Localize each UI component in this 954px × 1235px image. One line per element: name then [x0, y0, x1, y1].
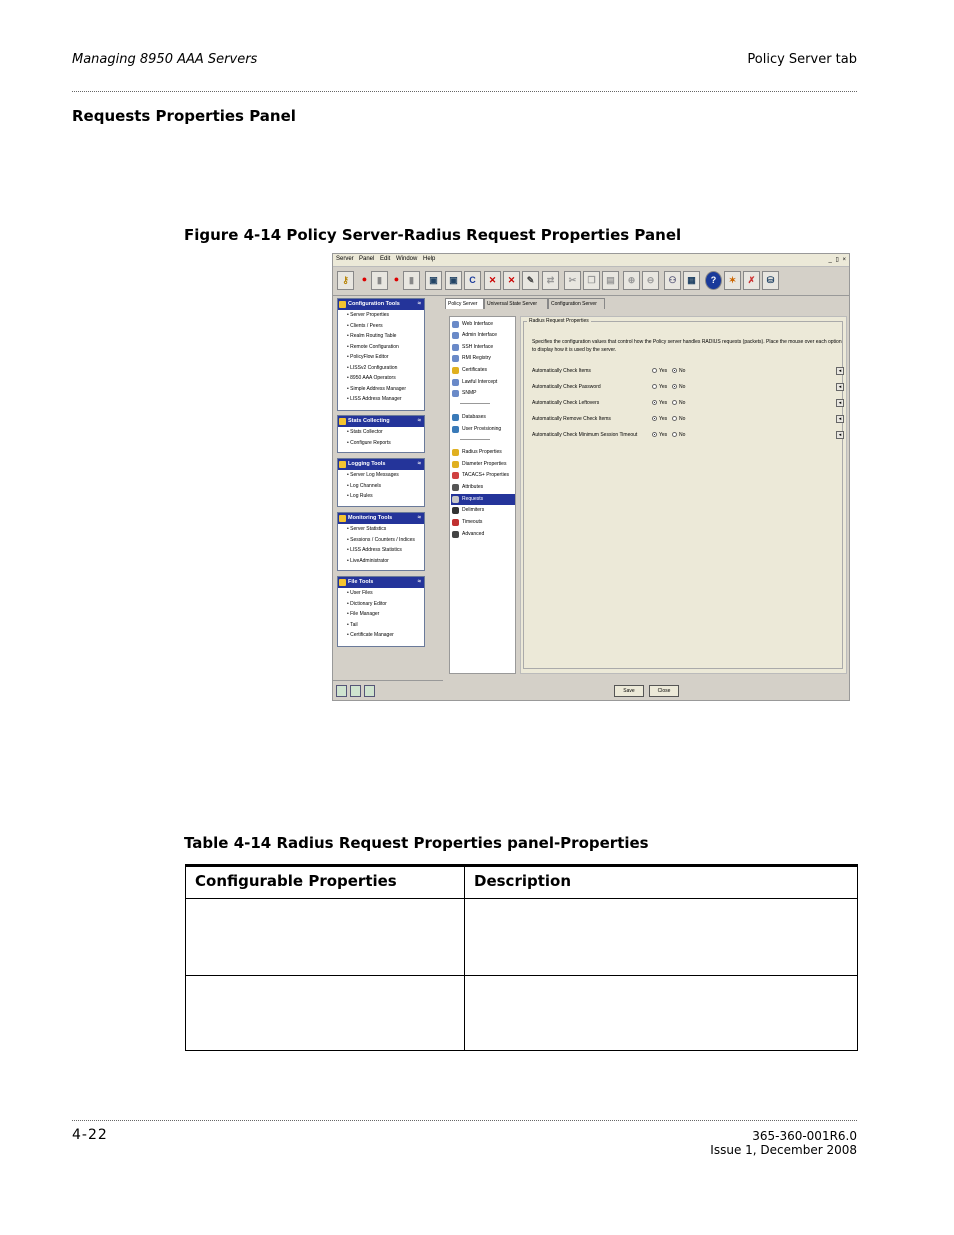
footer-divider [72, 1120, 857, 1121]
group-header[interactable]: Monitoring Tools ≈ [338, 513, 424, 524]
zoom-in-icon[interactable]: ⊕ [623, 271, 640, 290]
table-header-row [186, 867, 857, 899]
web-icon [452, 321, 459, 328]
running-header-section: Policy Server tab [747, 52, 857, 67]
group-configuration-tools [337, 298, 425, 411]
sidebar-item[interactable]: • Realm Routing Table [347, 333, 397, 339]
group-header[interactable]: File Tools ≈ [338, 577, 424, 588]
monitor-icon[interactable]: ▦ [683, 271, 700, 290]
nav-item-certificates[interactable]: Certificates [451, 365, 515, 376]
expand-icon[interactable] [336, 685, 347, 697]
group-header[interactable]: Logging Tools ≈ [338, 459, 424, 470]
properties-table [185, 864, 858, 1051]
nav-item-diameter-properties[interactable]: Diameter Properties [451, 459, 515, 470]
table-cell [465, 976, 857, 1051]
sidebar-item[interactable]: • Sessions / Counters / Indices [347, 536, 415, 543]
nav-item-requests[interactable]: Requests [451, 494, 515, 505]
menu-bar [333, 254, 849, 267]
yes-radio[interactable] [652, 432, 657, 437]
monitoring-icon [339, 515, 346, 522]
delete-icon[interactable]: ✕ [484, 271, 501, 290]
sidebar-item[interactable]: • Tail [347, 621, 358, 628]
user-icon [452, 426, 459, 433]
menu-window[interactable]: Window [396, 256, 418, 262]
requests-icon [452, 496, 459, 503]
database-icon[interactable]: ⛁ [762, 271, 779, 290]
footer-doc-info [710, 1129, 857, 1157]
info-arrow-icon[interactable]: ◂ [836, 415, 844, 423]
nav-item-user-provisioning[interactable]: User Provisioning [451, 424, 515, 435]
info-arrow-icon[interactable]: ◂ [836, 431, 844, 439]
doc-number: 365-360-001R6.0 [752, 1129, 857, 1143]
nav-item-delimiters[interactable]: Delimiters [451, 505, 515, 516]
sidebar-item[interactable]: • Dictionary Editor [347, 600, 387, 607]
delete-icon[interactable]: ✕ [503, 271, 520, 290]
tools-icon[interactable]: ✶ [724, 271, 741, 290]
no-radio[interactable] [672, 400, 677, 405]
paste-icon[interactable]: ▤ [602, 271, 619, 290]
table-row [186, 976, 857, 1051]
info-arrow-icon[interactable]: ◂ [836, 383, 844, 391]
sidebar-item[interactable]: • LiveAdministrator [347, 557, 389, 564]
nav-item-databases[interactable]: Databases [451, 412, 515, 423]
no-radio[interactable] [672, 368, 677, 373]
save-all-icon[interactable]: ▣ [445, 271, 462, 290]
tools-sidebar [335, 298, 429, 678]
group-logging-tools [337, 458, 425, 507]
nav-item-admin-interface[interactable]: Admin Interface [451, 330, 515, 341]
window-controls[interactable]: _ ▯ × [828, 257, 847, 263]
sidebar-item[interactable]: • Server Statistics [347, 526, 387, 532]
info-arrow-icon[interactable]: ◂ [836, 399, 844, 407]
tab-policy-server[interactable]: Policy Server [445, 298, 484, 309]
yes-label: Yes [659, 416, 668, 422]
nav-item-timeouts[interactable]: Timeouts [451, 517, 515, 528]
property-row [532, 414, 846, 424]
header-divider [72, 91, 857, 92]
no-radio[interactable] [672, 432, 677, 437]
yes-radio[interactable] [652, 368, 657, 373]
sidebar-item[interactable]: • Configure Reports [347, 439, 391, 446]
toolbar [333, 267, 849, 296]
tab-configuration-server[interactable]: Configuration Server [548, 298, 605, 309]
sidebar-item[interactable]: • PolicyFlow Editor [347, 354, 389, 360]
admin-icon [452, 332, 459, 339]
cut-icon[interactable]: ✂ [564, 271, 581, 290]
no-radio[interactable] [672, 384, 677, 389]
tacacs-icon [452, 472, 459, 479]
sync-icon[interactable]: ⇄ [542, 271, 559, 290]
yes-radio[interactable] [652, 384, 657, 389]
panel-title: Radius Request Properties [529, 318, 589, 324]
sidebar-item[interactable]: • User Files [347, 590, 373, 596]
sidebar-item[interactable]: • Log Rules [347, 493, 373, 499]
menu-edit[interactable]: Edit [380, 256, 391, 262]
table-caption: Table 4-14 Radius Request Properties panel-Properties [184, 834, 649, 852]
running-header-title: Managing 8950 AAA Servers [72, 52, 258, 67]
property-label: Automatically Check Password [532, 384, 601, 390]
property-label: Automatically Check Minimum Session Timeout [532, 432, 638, 438]
sidebar-item[interactable]: • Server Properties [347, 312, 390, 318]
edit-icon[interactable]: ✎ [522, 271, 539, 290]
chevron-up-icon[interactable]: ≈ [417, 461, 421, 467]
property-label: Automatically Check Leftovers [532, 400, 600, 406]
file-icon [339, 579, 346, 586]
save-icon[interactable]: ▣ [425, 271, 442, 290]
issue-date: Issue 1, December 2008 [710, 1143, 857, 1157]
table-cell [186, 899, 465, 975]
logging-icon [339, 461, 346, 468]
group-header[interactable]: Stats Collecting ≈ [338, 416, 424, 427]
figure-caption: Figure 4-14 Policy Server-Radius Request Properties Panel [184, 226, 682, 244]
menu-help[interactable]: Help [423, 256, 436, 262]
clock-icon [452, 519, 459, 526]
radius-request-properties-group [523, 318, 843, 669]
yes-label: Yes [659, 368, 668, 374]
radius-icon [452, 449, 459, 456]
yes-label: Yes [659, 384, 668, 390]
group-monitoring-tools [337, 512, 425, 571]
content-pane [443, 296, 849, 701]
nav-item-advanced[interactable]: Advanced [451, 529, 515, 540]
nav-item-tacacs-properties[interactable]: TACACS+ Properties [451, 470, 515, 481]
column-header: Configurable Properties [186, 867, 465, 898]
snmp-icon [452, 390, 459, 397]
property-row [532, 382, 846, 392]
key-icon[interactable]: ⚷ [337, 271, 354, 290]
copy-icon[interactable]: ❐ [583, 271, 600, 290]
rmi-icon [452, 355, 459, 362]
help-icon[interactable]: ? [705, 271, 722, 290]
collapse-icon[interactable] [350, 685, 361, 697]
stats-icon [339, 418, 346, 425]
no-radio[interactable] [672, 416, 677, 421]
nav-item-web-interface[interactable]: Web Interface [451, 319, 515, 330]
configuration-icon [339, 301, 346, 308]
property-row [532, 366, 846, 376]
tools-icon[interactable]: ✗ [743, 271, 760, 290]
table-row [186, 899, 857, 976]
nav-item-snmp[interactable]: SNMP [451, 388, 515, 399]
chevron-up-icon[interactable]: ≈ [417, 418, 421, 424]
panel-description: Specifies the configuration values that control how the Policy server handles RADIUS requests (packets). Place the mouse over each option to display how it is used by the server. [532, 339, 842, 353]
properties-panel [520, 316, 847, 674]
sidebar-item[interactable]: • Log Channels [347, 482, 381, 489]
table-cell [465, 899, 857, 975]
intercept-icon [452, 379, 459, 386]
nav-item-attributes[interactable]: Attributes [451, 482, 515, 493]
certificate-icon [452, 367, 459, 374]
close-button[interactable]: Close [649, 685, 679, 697]
sidebar-item[interactable]: • LISSv2 Configuration [347, 364, 398, 371]
sidebar-item[interactable]: • Clients / Peers [347, 322, 383, 329]
database-icon [452, 414, 459, 421]
menu-panel[interactable]: Panel [359, 256, 375, 262]
section-title: Requests Properties Panel [72, 107, 296, 125]
property-row [532, 398, 846, 408]
sidebar-item[interactable]: • LISS Address Statistics [347, 547, 402, 553]
record-icon[interactable]: ● [393, 274, 400, 284]
chevron-up-icon[interactable]: ≈ [417, 579, 421, 585]
sidebar-item[interactable]: • Simple Address Manager [347, 385, 407, 392]
nav-item-rmi-registry[interactable]: RMI Registry [451, 353, 515, 364]
group-file-tools [337, 576, 425, 647]
property-label: Automatically Remove Check Items [532, 416, 611, 422]
page-number: 4-22 [72, 1127, 108, 1143]
sidebar-item[interactable]: • Remote Configuration [347, 343, 399, 350]
sidebar-item[interactable]: • 8950 AAA Operators [347, 375, 396, 381]
no-label: No [679, 416, 686, 422]
nav-item-radius-properties[interactable]: Radius Properties [451, 447, 515, 458]
yes-label: Yes [659, 432, 668, 438]
yes-radio[interactable] [652, 400, 657, 405]
column-header: Description [474, 872, 572, 890]
no-label: No [679, 384, 686, 390]
app-screenshot [332, 253, 850, 701]
chevron-up-icon[interactable]: ≈ [417, 515, 421, 521]
stop-icon[interactable]: ▮ [403, 271, 420, 290]
sidebar-item[interactable]: • Server Log Messages [347, 472, 399, 478]
menu-server[interactable]: Server [336, 256, 354, 262]
ssh-icon [452, 344, 459, 351]
property-nav-list [449, 316, 516, 674]
nav-item-ssh-interface[interactable]: SSH Interface [451, 342, 515, 353]
nav-item-lawful-intercept[interactable]: Lawful Intercept [451, 377, 515, 388]
at-sign-icon [452, 507, 459, 514]
chevron-up-icon[interactable]: ≈ [417, 301, 421, 307]
gear-icon [452, 531, 459, 538]
no-label: No [679, 400, 686, 406]
record-icon[interactable]: ● [361, 274, 368, 284]
no-label: No [679, 368, 686, 374]
info-arrow-icon[interactable]: ◂ [836, 367, 844, 375]
sidebar-item[interactable]: • File Manager [347, 611, 380, 617]
detach-icon[interactable] [364, 685, 375, 697]
stop-icon[interactable]: ▮ [371, 271, 388, 290]
checkbox-icon [452, 484, 459, 491]
sidebar-item[interactable]: • Stats Collector [347, 429, 383, 435]
table-cell [186, 976, 465, 1051]
zoom-out-icon[interactable]: ⊖ [642, 271, 659, 290]
refresh-icon[interactable]: C [464, 271, 481, 290]
tab-universal-state-server[interactable]: Universal State Server [484, 298, 548, 309]
property-label: Automatically Check Items [532, 368, 591, 374]
sidebar-bottom-bar [333, 680, 445, 701]
property-row [532, 430, 846, 440]
nav-separator [460, 403, 490, 404]
yes-radio[interactable] [652, 416, 657, 421]
sidebar-item[interactable]: • LISS Address Manager [347, 396, 402, 402]
save-button[interactable]: Save [614, 685, 644, 697]
sidebar-item[interactable]: • Certificate Manager [347, 632, 394, 638]
group-header[interactable]: Configuration Tools ≈ [338, 299, 424, 310]
nav-separator [460, 439, 490, 440]
diameter-icon [452, 461, 459, 468]
users-icon[interactable]: ⚇ [664, 271, 681, 290]
group-stats-collecting [337, 415, 425, 453]
no-label: No [679, 432, 686, 438]
yes-label: Yes [659, 400, 668, 406]
